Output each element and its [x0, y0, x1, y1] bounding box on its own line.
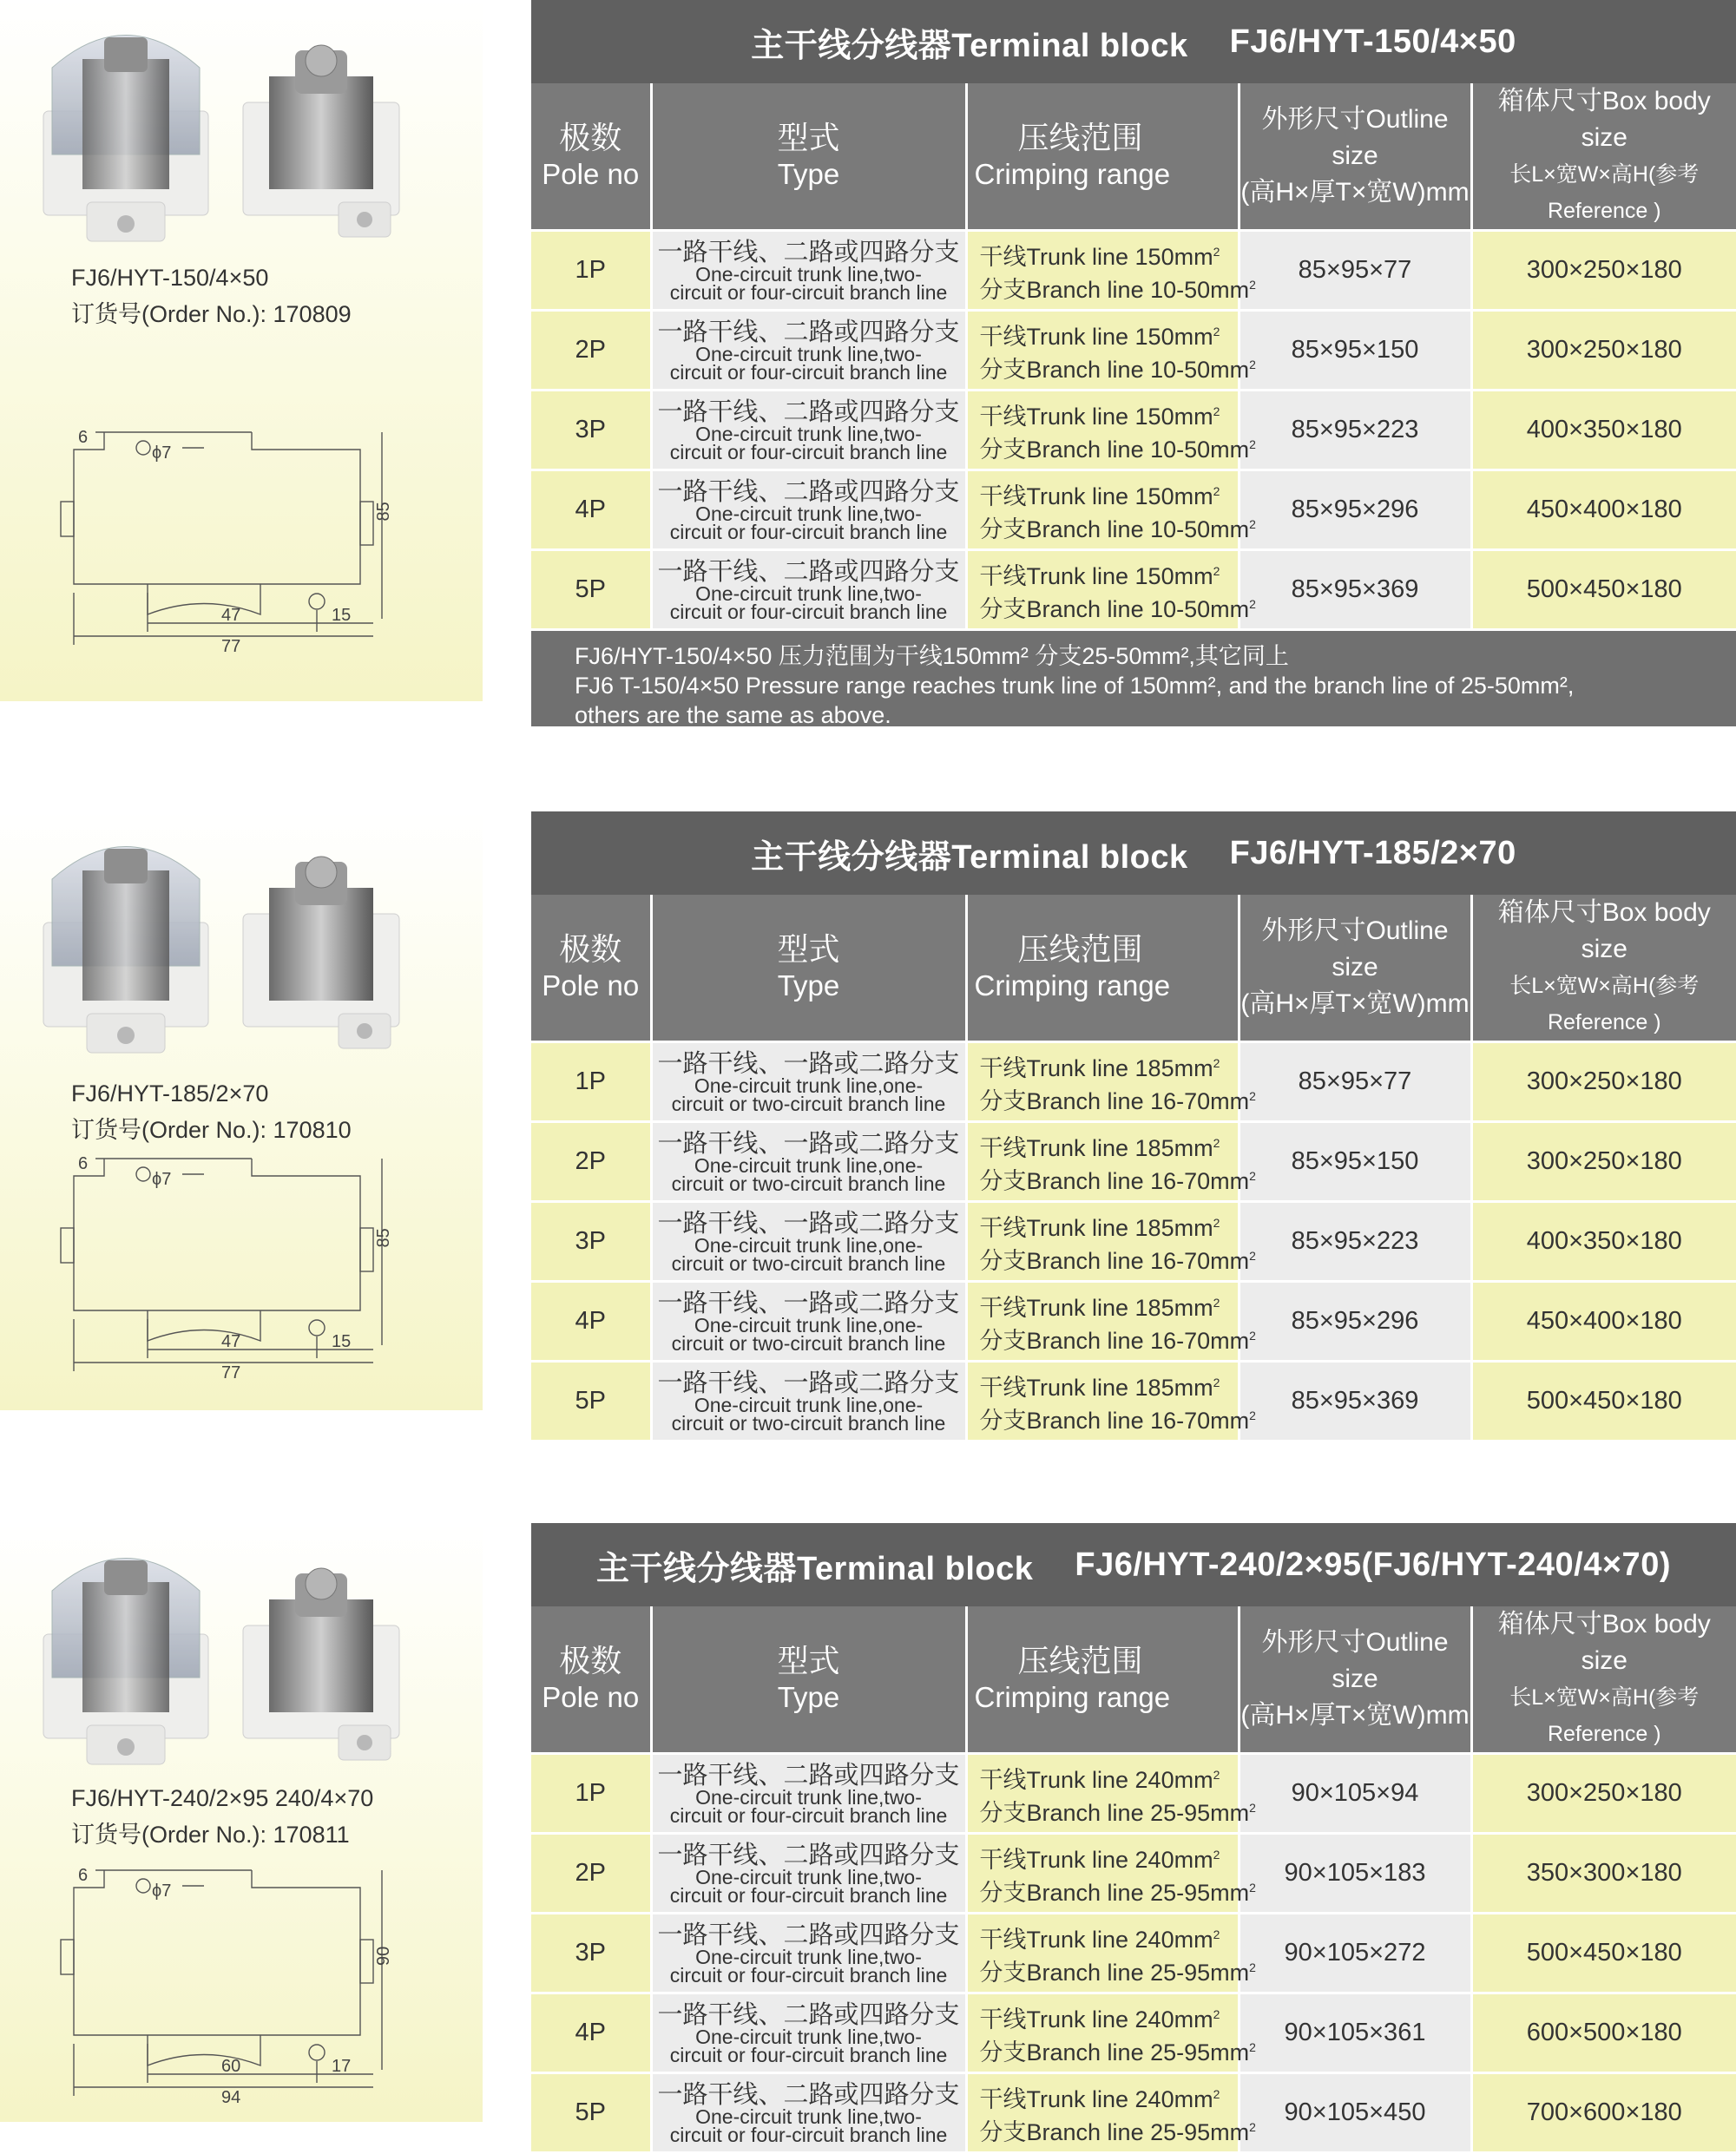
branch-range: 分支Branch line $16-70mm^2$: [979, 1327, 1256, 1354]
branch-range: 分支Branch line $10-50mm^2$: [979, 595, 1256, 622]
crimp-cell: [966, 311, 1256, 391]
table-title: [531, 811, 1736, 895]
header-crimping: 压线范围 Crimping range: [966, 83, 1239, 231]
type-cell: [651, 1993, 966, 2073]
product-section: [0, 811, 1736, 1435]
table-row: [531, 1914, 1736, 1993]
dimension-drawing: [61, 1862, 408, 2113]
type-en-line2: circuit or four-circuit branch line: [669, 2123, 948, 2146]
table-row: [531, 550, 1736, 630]
dim-hole: ϕ7: [152, 1170, 172, 1189]
type-cell: [651, 1122, 966, 1202]
type-cn: 一路干线、一路或二路分支: [657, 1369, 960, 1397]
type-en-line1: One-circuit trunk line,two-: [695, 1865, 922, 1888]
type-cell: [651, 311, 966, 391]
box-size-cell: 700×600×180: [1471, 2073, 1736, 2153]
pole-cell: 3P: [531, 1914, 651, 1993]
type-en-line2: circuit or four-circuit branch line: [669, 1803, 948, 1827]
outline-size-cell: 90×105×361: [1239, 1993, 1471, 2073]
title-model: FJ6/HYT-240/2×95(FJ6/HYT-240/4×70): [1075, 1546, 1671, 1583]
trunk-range: 干线Trunk line $185mm^2$: [979, 1374, 1220, 1401]
type-en-line2: circuit or four-circuit branch line: [669, 1883, 948, 1907]
table-row: [531, 311, 1736, 391]
pole-cell: 1P: [531, 1754, 651, 1834]
header-row: [531, 83, 1736, 231]
title-left: 主干线分线器Terminal block: [751, 838, 1188, 876]
type-en-line1: One-circuit trunk line,two-: [695, 262, 922, 286]
spec-table: [531, 0, 1736, 726]
box-size-cell: 450×400×180: [1471, 470, 1736, 550]
outline-size-cell: 85×95×150: [1239, 1122, 1471, 1202]
dim-inner: 47: [221, 606, 241, 625]
product-photo-wrap: [35, 818, 417, 1061]
box-size-cell: 300×250×180: [1471, 231, 1736, 311]
spec-grid: [531, 1606, 1736, 2154]
branch-range: 分支Branch line $25-95mm^2$: [979, 2118, 1256, 2145]
header-type: 型式 Type: [651, 83, 966, 231]
type-en-line1: One-circuit trunk line,two-: [695, 2105, 922, 2128]
model-name: FJ6/HYT-240/2×95 240/4×70: [71, 1785, 374, 1811]
dimension-drawing-wrap: [61, 1150, 408, 1382]
order-number: 订货号(Order No.): 170809: [71, 301, 352, 327]
crimp-cell: [966, 1362, 1256, 1441]
type-en-line2: circuit or four-circuit branch line: [669, 440, 948, 463]
type-en-line1: One-circuit trunk line,one-: [694, 1393, 924, 1416]
box-size-cell: 500×450×180: [1471, 1914, 1736, 1993]
crimp-cell: [966, 391, 1256, 470]
header-row: [531, 1606, 1736, 1754]
crimp-cell: [966, 1122, 1256, 1202]
crimp-cell: [966, 1834, 1256, 1914]
type-en-line2: circuit or four-circuit branch line: [669, 520, 948, 543]
title-model: FJ6/HYT-150/4×50: [1229, 23, 1516, 60]
box-size-cell: 300×250×180: [1471, 1754, 1736, 1834]
crimp-cell: [966, 231, 1256, 311]
outline-size-cell: 85×95×77: [1239, 1042, 1471, 1122]
pole-cell: 2P: [531, 1122, 651, 1202]
dim-hole: ϕ7: [152, 1881, 172, 1901]
dim-right: 17: [332, 2057, 352, 2076]
type-en-line1: One-circuit trunk line,one-: [694, 1074, 924, 1097]
table-row: [531, 2073, 1736, 2153]
branch-range: 分支Branch line $10-50mm^2$: [979, 356, 1256, 383]
table-title: [531, 1523, 1736, 1606]
type-cell: [651, 1202, 966, 1282]
box-size-cell: 500×450×180: [1471, 550, 1736, 630]
branch-range: 分支Branch line $16-70mm^2$: [979, 1167, 1256, 1194]
dim-right: 15: [332, 1332, 352, 1351]
model-name: FJ6/HYT-150/4×50: [71, 265, 269, 291]
dim-height: 85: [374, 1228, 393, 1248]
type-en-line2: circuit or four-circuit branch line: [669, 600, 948, 623]
dim-total: 77: [221, 637, 241, 656]
table-row: [531, 1282, 1736, 1362]
pole-cell: 3P: [531, 1202, 651, 1282]
dimension-drawing-wrap: [61, 424, 408, 656]
dim-total: 94: [221, 2088, 241, 2107]
pole-cell: 5P: [531, 550, 651, 630]
type-en-line2: circuit or two-circuit branch line: [671, 1331, 946, 1355]
header-outline-size: 外形尺寸Outline size (高H×厚T×宽W)mm: [1239, 895, 1471, 1042]
model-name: FJ6/HYT-185/2×70: [71, 1080, 269, 1107]
type-cell: [651, 1282, 966, 1362]
header-pole: 极数 Pole no: [531, 1606, 651, 1754]
pole-cell: 1P: [531, 1042, 651, 1122]
dim-hole: ϕ7: [152, 443, 172, 463]
pole-cell: 2P: [531, 311, 651, 391]
box-size-cell: 500×450×180: [1471, 1362, 1736, 1441]
dim-total: 77: [221, 1363, 241, 1382]
outline-size-cell: 85×95×223: [1239, 1202, 1471, 1282]
type-cell: [651, 1914, 966, 1993]
header-box-size: 箱体尺寸Box body size 长L×宽W×高H(参考Reference ): [1471, 1606, 1736, 1754]
box-size-cell: 400×350×180: [1471, 1202, 1736, 1282]
box-size-cell: 300×250×180: [1471, 1042, 1736, 1122]
box-size-cell: 600×500×180: [1471, 1993, 1736, 2073]
note-line-1: FJ6/HYT-150/4×50 压力范围为干线150mm² 分支25-50mm²,其它同上: [575, 643, 1289, 669]
trunk-range: 干线Trunk line $240mm^2$: [979, 1846, 1220, 1873]
type-cell: [651, 231, 966, 311]
product-section: [0, 1523, 1736, 2146]
table-row: [531, 1754, 1736, 1834]
type-cell: [651, 1362, 966, 1441]
type-cn: 一路干线、二路或四路分支: [657, 2000, 960, 2029]
product-panel: [0, 0, 483, 701]
type-cn: 一路干线、二路或四路分支: [657, 318, 960, 346]
table-row: [531, 1993, 1736, 2073]
table-row: [531, 1202, 1736, 1282]
type-cn: 一路干线、二路或四路分支: [657, 1761, 960, 1790]
header-box-size: 箱体尺寸Box body size 长L×宽W×高H(参考Reference ): [1471, 83, 1736, 231]
type-cn: 一路干线、二路或四路分支: [657, 238, 960, 266]
type-en-line1: One-circuit trunk line,two-: [695, 502, 922, 525]
order-number: 订货号(Order No.): 170811: [71, 1822, 350, 1848]
note-line-2: FJ6 T-150/4×50 Pressure range reaches trunk line of 150mm², and the branch line of 25-50mm²,: [575, 673, 1575, 699]
spec-table: [531, 1523, 1736, 2154]
outline-size-cell: 85×95×296: [1239, 1282, 1471, 1362]
outline-size-cell: 85×95×77: [1239, 231, 1471, 311]
type-cell: [651, 1834, 966, 1914]
dim-inner: 47: [221, 1332, 241, 1351]
type-en-line1: One-circuit trunk line,two-: [695, 1785, 922, 1809]
table-row: [531, 1042, 1736, 1122]
type-cn: 一路干线、一路或二路分支: [657, 1289, 960, 1317]
type-en-line2: circuit or two-circuit branch line: [671, 1411, 946, 1435]
box-size-cell: 300×250×180: [1471, 311, 1736, 391]
trunk-range: 干线Trunk line $150mm^2$: [979, 483, 1220, 509]
outline-size-cell: 85×95×369: [1239, 550, 1471, 630]
spec-table: [531, 811, 1736, 1442]
dim-height: 90: [374, 1946, 393, 1966]
type-en-line2: circuit or two-circuit branch line: [671, 1092, 946, 1115]
product-photo: [35, 818, 417, 1061]
trunk-range: 干线Trunk line $150mm^2$: [979, 243, 1220, 270]
trunk-range: 干线Trunk line $240mm^2$: [979, 2085, 1220, 2112]
type-en-line1: One-circuit trunk line,one-: [694, 1313, 924, 1336]
type-cn: 一路干线、一路或二路分支: [657, 1209, 960, 1238]
type-en-line2: circuit or four-circuit branch line: [669, 280, 948, 304]
trunk-range: 干线Trunk line $185mm^2$: [979, 1134, 1220, 1161]
dimension-drawing-wrap: [61, 1862, 408, 2113]
header-pole: 极数 Pole no: [531, 895, 651, 1042]
dim-top: 6: [78, 1154, 89, 1173]
trunk-range: 干线Trunk line $185mm^2$: [979, 1294, 1220, 1321]
crimp-cell: [966, 470, 1256, 550]
crimp-cell: [966, 1914, 1256, 1993]
crimp-cell: [966, 1993, 1256, 2073]
header-outline-size: 外形尺寸Outline size (高H×厚T×宽W)mm: [1239, 83, 1471, 231]
box-size-cell: 450×400×180: [1471, 1282, 1736, 1362]
header-outline-size: 外形尺寸Outline size (高H×厚T×宽W)mm: [1239, 1606, 1471, 1754]
dim-inner: 60: [221, 2057, 241, 2076]
header-type: 型式 Type: [651, 1606, 966, 1754]
trunk-range: 干线Trunk line $240mm^2$: [979, 1926, 1220, 1953]
header-crimping: 压线范围 Crimping range: [966, 895, 1239, 1042]
branch-range: 分支Branch line $25-95mm^2$: [979, 1959, 1256, 1986]
table-row: [531, 391, 1736, 470]
dim-height: 85: [374, 502, 393, 522]
dim-right: 15: [332, 606, 352, 625]
box-size-cell: 350×300×180: [1471, 1834, 1736, 1914]
title-model: FJ6/HYT-185/2×70: [1229, 834, 1516, 871]
branch-range: 分支Branch line $16-70mm^2$: [979, 1407, 1256, 1434]
outline-size-cell: 90×105×183: [1239, 1834, 1471, 1914]
type-cn: 一路干线、二路或四路分支: [657, 2080, 960, 2109]
pole-cell: 4P: [531, 1993, 651, 2073]
branch-range: 分支Branch line $10-50mm^2$: [979, 516, 1256, 542]
type-en-line2: circuit or four-circuit branch line: [669, 2043, 948, 2066]
type-en-line1: One-circuit trunk line,two-: [695, 342, 922, 365]
branch-range: 分支Branch line $10-50mm^2$: [979, 276, 1256, 303]
product-photo: [35, 1530, 417, 1773]
type-en-line1: One-circuit trunk line,two-: [695, 581, 922, 605]
box-size-cell: 400×350×180: [1471, 391, 1736, 470]
branch-range: 分支Branch line $25-95mm^2$: [979, 1799, 1256, 1826]
header-crimping: 压线范围 Crimping range: [966, 1606, 1239, 1754]
title-left: 主干线分线器Terminal block: [596, 1550, 1034, 1587]
table-row: [531, 1122, 1736, 1202]
branch-range: 分支Branch line $10-50mm^2$: [979, 436, 1256, 463]
outline-size-cell: 90×105×272: [1239, 1914, 1471, 1993]
spec-grid: [531, 895, 1736, 1442]
crimp-cell: [966, 550, 1256, 630]
type-cn: 一路干线、二路或四路分支: [657, 1921, 960, 1949]
type-cell: [651, 470, 966, 550]
product-photo-wrap: [35, 7, 417, 250]
outline-size-cell: 90×105×94: [1239, 1754, 1471, 1834]
order-number: 订货号(Order No.): 170810: [71, 1117, 352, 1143]
table-row: [531, 231, 1736, 311]
table-row: [531, 1362, 1736, 1441]
type-cn: 一路干线、二路或四路分支: [657, 557, 960, 586]
type-cell: [651, 1754, 966, 1834]
trunk-range: 干线Trunk line $185mm^2$: [979, 1054, 1220, 1081]
outline-size-cell: 90×105×450: [1239, 2073, 1471, 2153]
trunk-range: 干线Trunk line $240mm^2$: [979, 1766, 1220, 1793]
trunk-range: 干线Trunk line $150mm^2$: [979, 323, 1220, 350]
type-cn: 一路干线、二路或四路分支: [657, 1841, 960, 1869]
pole-cell: 4P: [531, 1282, 651, 1362]
spec-grid: [531, 83, 1736, 631]
outline-size-cell: 85×95×369: [1239, 1362, 1471, 1441]
header-box-size: 箱体尺寸Box body size 长L×宽W×高H(参考Reference ): [1471, 895, 1736, 1042]
pole-cell: 2P: [531, 1834, 651, 1914]
trunk-range: 干线Trunk line $185mm^2$: [979, 1214, 1220, 1241]
branch-range: 分支Branch line $16-70mm^2$: [979, 1087, 1256, 1114]
type-en-line2: circuit or four-circuit branch line: [669, 1963, 948, 1987]
crimp-cell: [966, 1202, 1256, 1282]
branch-range: 分支Branch line $25-95mm^2$: [979, 2039, 1256, 2065]
type-cell: [651, 2073, 966, 2153]
dimension-drawing: [61, 1150, 408, 1382]
type-en-line1: One-circuit trunk line,one-: [694, 1233, 924, 1257]
type-en-line2: circuit or two-circuit branch line: [671, 1172, 946, 1195]
note-line-3: others are the same as above.: [575, 702, 891, 728]
table-note: [531, 631, 1736, 726]
crimp-cell: [966, 1754, 1256, 1834]
pole-cell: 1P: [531, 231, 651, 311]
type-cn: 一路干线、一路或二路分支: [657, 1049, 960, 1078]
product-photo: [35, 7, 417, 250]
outline-size-cell: 85×95×296: [1239, 470, 1471, 550]
trunk-range: 干线Trunk line $240mm^2$: [979, 2006, 1220, 2033]
header-row: [531, 895, 1736, 1042]
header-type: 型式 Type: [651, 895, 966, 1042]
pole-cell: 5P: [531, 1362, 651, 1441]
type-cn: 一路干线、一路或二路分支: [657, 1129, 960, 1158]
type-en-line1: One-circuit trunk line,two-: [695, 422, 922, 445]
table-row: [531, 1834, 1736, 1914]
type-en-line2: circuit or two-circuit branch line: [671, 1251, 946, 1275]
crimp-cell: [966, 2073, 1256, 2153]
dimension-drawing: [61, 424, 408, 656]
type-en-line1: One-circuit trunk line,two-: [695, 2025, 922, 2048]
pole-cell: 4P: [531, 470, 651, 550]
product-panel: [0, 811, 483, 1410]
box-size-cell: 300×250×180: [1471, 1122, 1736, 1202]
crimp-cell: [966, 1282, 1256, 1362]
trunk-range: 干线Trunk line $150mm^2$: [979, 562, 1220, 589]
outline-size-cell: 85×95×150: [1239, 311, 1471, 391]
type-cn: 一路干线、二路或四路分支: [657, 397, 960, 426]
table-title: [531, 0, 1736, 83]
branch-range: 分支Branch line $16-70mm^2$: [979, 1247, 1256, 1274]
product-panel: [0, 1523, 483, 2122]
type-en-line1: One-circuit trunk line,two-: [695, 1945, 922, 1968]
type-cell: [651, 550, 966, 630]
trunk-range: 干线Trunk line $150mm^2$: [979, 403, 1220, 430]
type-en-line2: circuit or four-circuit branch line: [669, 360, 948, 384]
dim-top: 6: [78, 1866, 89, 1885]
product-photo-wrap: [35, 1530, 417, 1773]
header-pole: 极数 Pole no: [531, 83, 651, 231]
type-cell: [651, 1042, 966, 1122]
title-left: 主干线分线器Terminal block: [751, 27, 1188, 64]
type-en-line1: One-circuit trunk line,one-: [694, 1153, 924, 1177]
outline-size-cell: 85×95×223: [1239, 391, 1471, 470]
branch-range: 分支Branch line $25-95mm^2$: [979, 1879, 1256, 1906]
table-row: [531, 470, 1736, 550]
crimp-cell: [966, 1042, 1256, 1122]
dim-top: 6: [78, 428, 89, 447]
pole-cell: 3P: [531, 391, 651, 470]
type-cn: 一路干线、二路或四路分支: [657, 477, 960, 506]
product-section: [0, 0, 1736, 728]
pole-cell: 5P: [531, 2073, 651, 2153]
type-cell: [651, 391, 966, 470]
